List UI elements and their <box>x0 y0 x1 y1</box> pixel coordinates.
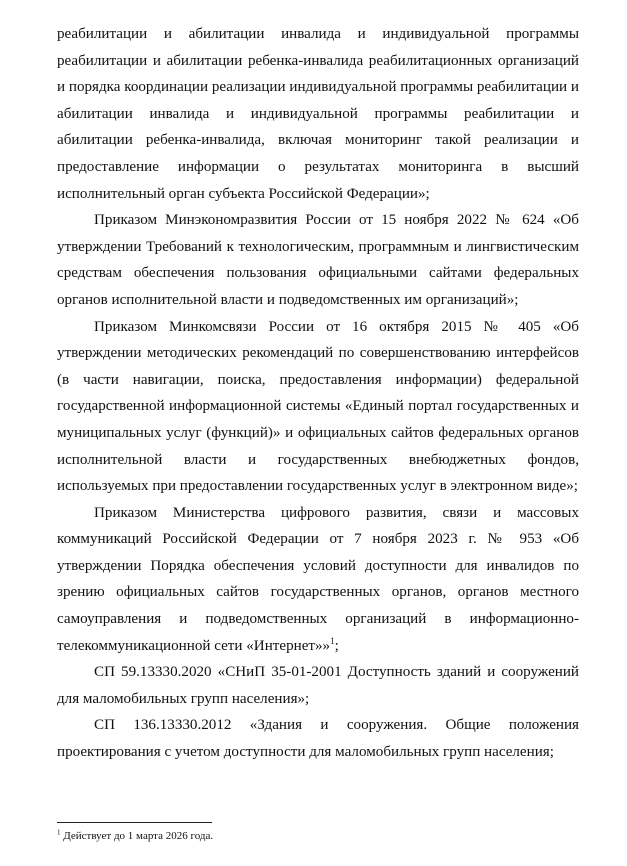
paragraph-mintsifry-text: Приказом Министерства цифрового развития, связи и массовых коммуникаций Российской Федерации от 7 ноября 2023 г. № 953 «Об утверждении Порядка обеспечения условий доступности для инвалидов по зрению официальных сайтов государственных органов, органов местного самоуправления и подведомственных организаций в информационно-телекоммуникационной сети «Интернет»» <box>57 504 579 654</box>
footnote-text: Действует до 1 марта 2026 года. <box>60 830 214 842</box>
footnote-reference[interactable]: 1 <box>330 635 335 646</box>
paragraph-mintsifry-tail: ; <box>334 637 339 654</box>
paragraph-minekonomrazvitiya-order: Приказом Минэкономразвития России от 15 ноября 2022 № 624 «Об утверждении Требований к технологическим, программным и лингвистическим средствам обеспечения пользования официальными сайтами федеральных органов исполнительной власти и подведомственных им организаций»; <box>57 212 579 308</box>
footnote-separator <box>57 822 212 823</box>
document-body <box>57 21 579 766</box>
paragraph-mintsifry-order <box>57 500 579 660</box>
paragraph-sp-59: СП 59.13330.2020 «СНиП 35-01-2001 Доступность зданий и сооружений для маломобильных групп населения»; <box>57 664 579 707</box>
paragraph-sp-136: СП 136.13330.2012 «Здания и сооружения. Общие положения проектирования с учетом доступности для маломобильных групп населения; <box>57 717 579 761</box>
footnote-marker: 1 <box>57 828 61 837</box>
paragraph-rehabilitation-continuation: реабилитации и абилитации инвалида и индивидуальной программы реабилитации и абилитации ребенка-инвалида реабилитационных организаций и порядка координации реализации индивидуальной программы реабилитации и абилитации инвалида и индивидуальной программы реабилитации и абилитации ребенка-инвалида, включая мониторинг такой реализации и предоставление информации о результатах мониторинга в высший исполнительный орган субъекта Российской Федерации»; <box>57 26 579 202</box>
footnote <box>57 829 579 843</box>
paragraph-minkomsvyazi-order: Приказом Минкомсвязи России от 16 октября 2015 № 405 «Об утверждении методических рекомендаций по совершенствованию интерфейсов (в части навигации, поиска, предоставления информации) федеральной государственной информационной системы «Единый портал государственных и муниципальных услуг (функций)» и официальных сайтов федеральных органов исполнительной власти и государственных внебюджетных фондов, используемых при предоставлении государственных услуг в электронном виде»; <box>57 318 579 495</box>
